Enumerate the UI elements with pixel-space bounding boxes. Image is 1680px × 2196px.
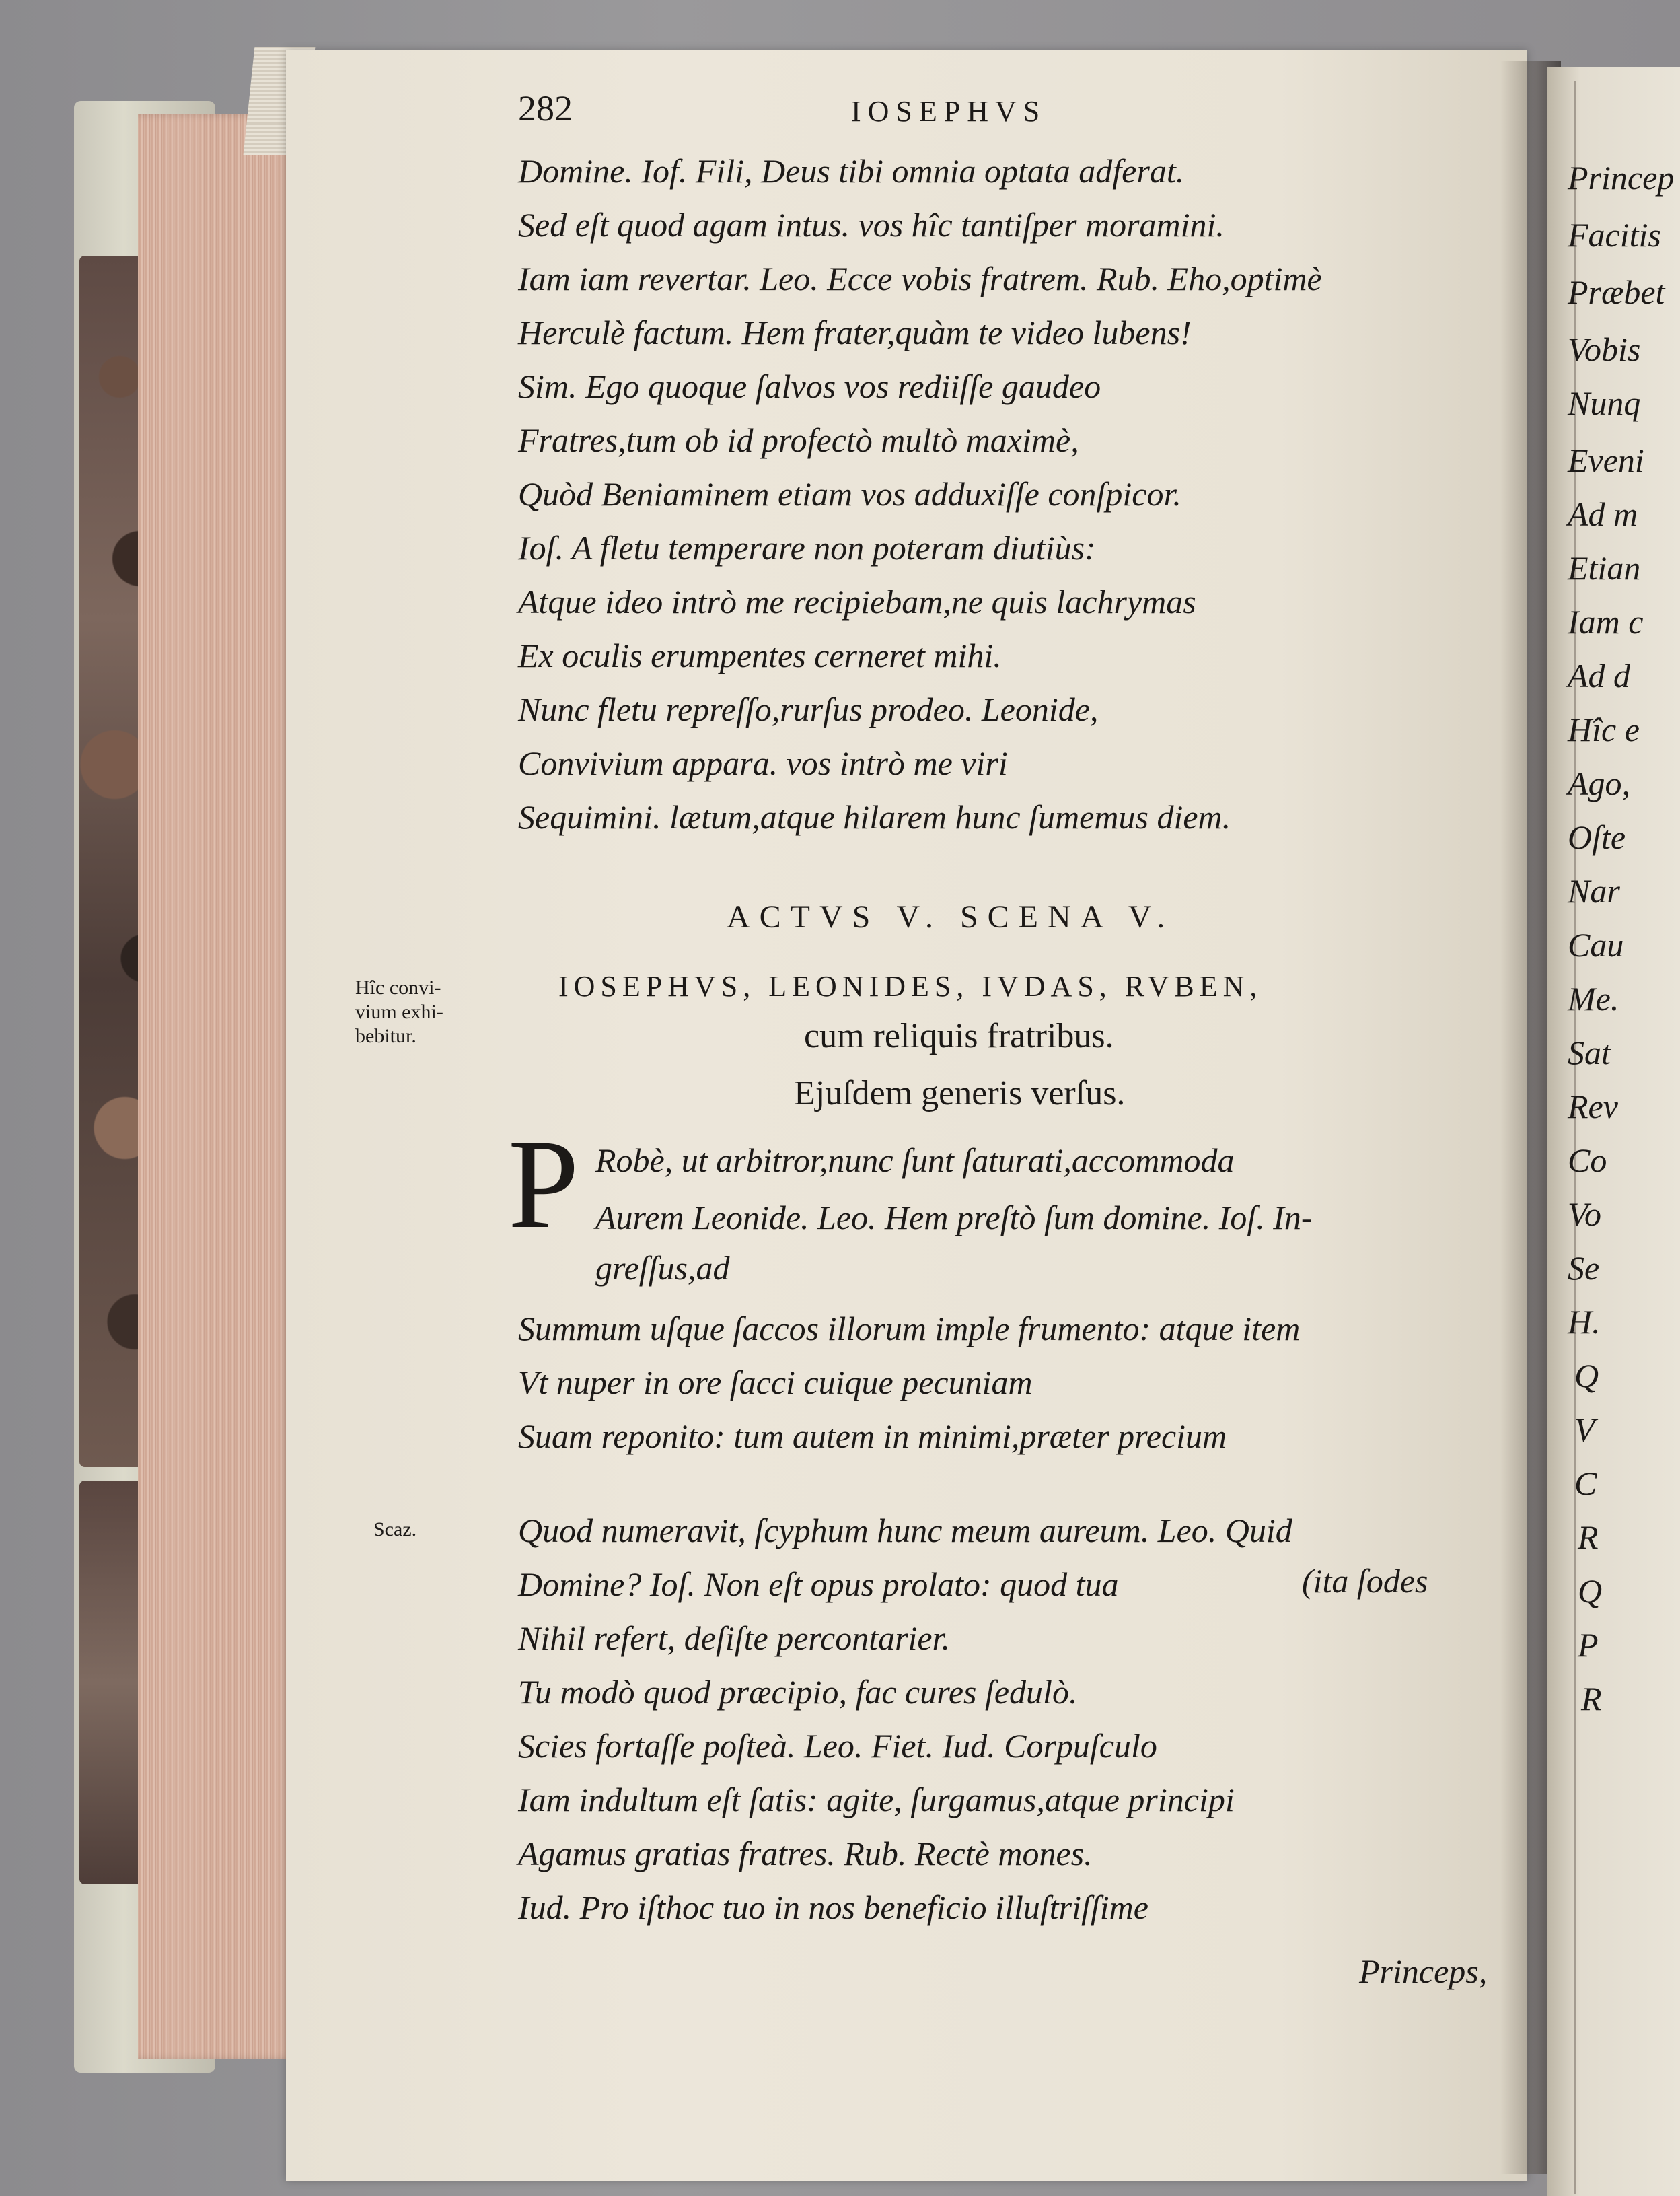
verse-line: Domine. Iof. Fili, Deus tibi omnia optata adferat. [518, 152, 1185, 190]
facing-word: Iam c [1568, 603, 1644, 641]
verse-line: Tu modò quod præcipio, fac cures ſedulò. [518, 1673, 1078, 1711]
verse-line: Herculè factum. Hem frater,quàm te video lubens! [518, 314, 1192, 351]
facing-word: Co [1568, 1141, 1607, 1179]
verse-line: Quod numeravit, ſcyphum hunc meum aureum. Leo. Quid [518, 1512, 1292, 1549]
facing-word: Hîc e [1568, 711, 1640, 748]
verse-line: Scies fortaſſe poſteà. Leo. Fiet. Iud. Corpuſculo [518, 1727, 1157, 1765]
facing-word: Facitis [1568, 216, 1661, 254]
margin-note-meter: Scaz. [373, 1518, 417, 1540]
verse-line: Fratres,tum ob id profectò multò maximè, [518, 421, 1079, 459]
verse-line: Ex oculis erumpentes cerneret mihi. [518, 637, 1002, 674]
margin-note-banquet [355, 976, 443, 1049]
facing-word: Ad m [1568, 495, 1638, 533]
margin-note-line: bebitur. [355, 1025, 416, 1047]
verse-line: Convivium appara. vos intrò me viri [518, 744, 1008, 782]
catchword: Princeps, [1359, 1952, 1488, 1990]
facing-word: Nunq [1568, 384, 1641, 422]
facing-word: Vo [1568, 1195, 1601, 1233]
facing-word: Ago, [1568, 765, 1631, 802]
facing-word: R [1581, 1680, 1602, 1717]
page-number: 282 [518, 88, 573, 129]
verse-line: Quòd Beniaminem etiam vos adduxiſſe conſpicor. [518, 475, 1181, 513]
facing-word: Etian [1568, 549, 1641, 587]
facing-word: Eveni [1568, 441, 1644, 479]
facing-word: Præbet [1568, 273, 1665, 311]
facing-word: Princep [1568, 159, 1675, 197]
facing-word: H. [1568, 1303, 1601, 1341]
verse-line: Suam reponito: tum autem in minimi,præter precium [518, 1417, 1227, 1455]
verse-line: Sed eſt quod agam intus. vos hîc tantiſper moramini. [518, 206, 1225, 244]
drop-cap: P [508, 1114, 579, 1255]
facing-word: Sat [1568, 1034, 1611, 1071]
verse-line: greſſus,ad [595, 1249, 730, 1287]
margin-note-line: vium exhi- [355, 1001, 443, 1023]
facing-word: Me. [1568, 980, 1619, 1018]
facing-word: P [1578, 1626, 1599, 1664]
margin-note-line: Hîc convi- [355, 977, 441, 999]
verse-line: Vt nuper in ore ſacci cuique pecuniam [518, 1363, 1033, 1401]
verse-line: Iam iam revertar. Leo. Ecce vobis fratrem. Rub. Eho,optimè [518, 260, 1322, 297]
scene-heading: ACTVS V. SCENA V. [727, 899, 1175, 935]
verse-line: Iam indultum eſt ſatis: agite, ſurgamus,atque principi [518, 1781, 1235, 1818]
verse-line: Domine? Ioſ. Non eſt opus prolato: quod tua [518, 1565, 1119, 1603]
scene-with: cum reliquis fratribus. [804, 1017, 1114, 1055]
facing-word: C [1574, 1464, 1597, 1502]
line-fragment: (ita ſodes [1302, 1562, 1428, 1600]
facing-word: Oſte [1568, 818, 1626, 856]
verse-line: Iud. Pro iſthoc tuo in nos beneficio illuſtriſſime [518, 1888, 1148, 1926]
verse-line: Agamus gratias fratres. Rub. Rectè mones. [518, 1835, 1093, 1872]
facing-word: Se [1568, 1249, 1600, 1287]
facing-word: Nar [1568, 872, 1620, 910]
facing-word: Q [1578, 1572, 1603, 1610]
verse-line: Summum uſque ſaccos illorum imple frumento: atque item [518, 1310, 1301, 1347]
meter-note: Ejuſdem generis verſus. [794, 1074, 1126, 1112]
facing-word: Vobis [1568, 330, 1641, 368]
facing-word: V [1574, 1411, 1595, 1448]
verse-line: Nihil refert, deſiſte percontarier. [518, 1619, 951, 1657]
verse-line: Nunc fletu repreſſo,rurſus prodeo. Leonide, [518, 690, 1099, 728]
verse-line: Atque ideo intrò me recipiebam,ne quis lachrymas [518, 583, 1196, 621]
facing-word: Q [1574, 1357, 1599, 1394]
verse-line: Ioſ. A fletu temperare non poteram diutiùs: [518, 529, 1096, 567]
page-edges [138, 114, 296, 2059]
verse-line: Aurem Leonide. Leo. Hem preſtò ſum domine. Ioſ. In- [595, 1199, 1313, 1236]
verse-line: Robè, ut arbitror,nunc ſunt ſaturati,accommoda [595, 1141, 1235, 1179]
running-title: IOSEPHVS [851, 95, 1047, 128]
facing-word: Ad d [1568, 657, 1631, 695]
verse-line: Sim. Ego quoque ſalvos vos rediiſſe gaudeo [518, 367, 1101, 405]
facing-word: Cau [1568, 926, 1624, 964]
facing-word: R [1578, 1518, 1599, 1556]
verse-line: Sequimini. lætum,atque hilarem hunc ſumemus diem. [518, 798, 1231, 836]
scene-characters: IOSEPHVS, LEONIDES, IVDAS, RVBEN, [558, 970, 1263, 1003]
facing-word: Rev [1568, 1088, 1618, 1125]
